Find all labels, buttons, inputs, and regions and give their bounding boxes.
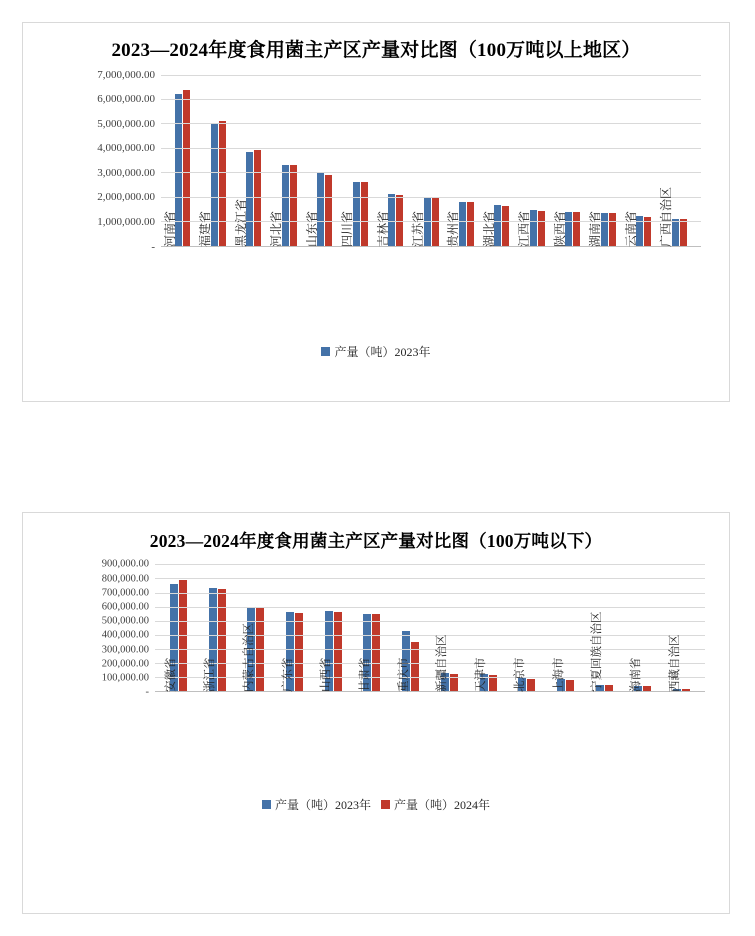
gridline	[155, 607, 705, 608]
category-tick	[385, 210, 426, 339]
legend-swatch	[381, 800, 390, 809]
bar	[643, 686, 651, 691]
legend-upper	[23, 343, 729, 360]
category-tick	[172, 210, 213, 339]
category-label: 北京市	[513, 657, 526, 693]
gridline	[155, 677, 705, 678]
category-label: 西藏自治区	[668, 634, 681, 693]
legend-label: 产量（吨）2023年	[274, 798, 371, 813]
category-label: 广西自治区	[659, 186, 674, 247]
category-tick	[369, 657, 410, 792]
category-tick	[492, 210, 532, 339]
category-tick	[314, 210, 355, 339]
y-axis-tick-label: 800,000.00	[101, 573, 149, 585]
chart-card-lower	[22, 512, 730, 914]
category-tick	[598, 210, 638, 339]
category-tick	[253, 657, 294, 792]
y-axis-tick-label: 400,000.00	[101, 629, 149, 641]
y-axis-upper	[51, 68, 159, 253]
y-axis-tick-label: 6,000,000.00	[97, 93, 155, 106]
y-axis-tick-label: 600,000.00	[101, 601, 149, 613]
category-label: 天津市	[475, 657, 488, 693]
category-tick	[563, 611, 604, 792]
category-tick	[243, 210, 284, 339]
bar	[538, 211, 545, 246]
y-axis-tick-label: 100,000.00	[101, 672, 149, 684]
category-label: 湖南省	[588, 210, 603, 247]
category-label: 海南省	[629, 657, 642, 693]
category-tick	[640, 634, 681, 792]
y-axis-tick-label: 1,000,000.00	[97, 215, 155, 228]
bar	[218, 589, 226, 691]
gridline	[161, 123, 701, 124]
category-label: 宁夏回族自治区	[591, 611, 604, 693]
category-label: 浙江省	[204, 657, 217, 693]
category-label: 福建省	[198, 210, 213, 247]
bar	[573, 212, 580, 245]
category-label: 四川省	[340, 210, 355, 247]
category-axis-upper	[133, 186, 674, 339]
category-label: 山东省	[304, 210, 319, 247]
gridline	[161, 148, 701, 149]
category-tick	[292, 657, 333, 792]
category-label: 吉林省	[375, 210, 390, 247]
category-label: 贵州省	[446, 210, 461, 247]
y-axis-tick-label: 7,000,000.00	[97, 68, 155, 81]
category-tick	[485, 657, 526, 792]
y-axis-tick-label: 700,000.00	[101, 587, 149, 599]
y-axis-tick-label: 300,000.00	[101, 644, 149, 656]
category-tick	[176, 657, 217, 792]
category-label: 山西省	[320, 657, 333, 693]
legend-swatch	[262, 800, 271, 809]
category-tick	[214, 623, 255, 792]
y-axis-tick-label: 2,000,000.00	[97, 191, 155, 204]
y-axis-tick-label: 200,000.00	[101, 658, 149, 670]
gridline	[155, 593, 705, 594]
legend-label: 产量（吨）2024年	[394, 798, 491, 813]
category-label: 安徽省	[165, 657, 178, 693]
bar	[566, 680, 574, 691]
category-tick	[350, 210, 390, 339]
category-tick	[208, 198, 248, 339]
category-tick	[279, 210, 319, 339]
gridline	[161, 99, 701, 100]
y-axis-tick-label: 3,000,000.00	[97, 166, 155, 179]
category-label: 陕西省	[552, 210, 567, 247]
bar	[502, 206, 509, 246]
legend-item[interactable]	[381, 796, 490, 813]
y-axis-tick-label: 5,000,000.00	[97, 117, 155, 130]
category-tick	[421, 210, 461, 339]
category-tick	[563, 210, 603, 339]
category-tick	[634, 186, 674, 339]
legend-lower	[23, 796, 729, 813]
category-label: 湖北省	[481, 210, 496, 247]
y-axis-tick-label: 500,000.00	[101, 615, 149, 627]
bar	[680, 219, 687, 246]
category-tick	[331, 657, 371, 792]
category-label: 云南省	[623, 210, 638, 247]
gridline	[161, 197, 701, 198]
gridline	[161, 75, 701, 76]
gridline	[155, 649, 705, 650]
category-tick	[524, 657, 565, 792]
category-label: 上海市	[552, 657, 565, 693]
gridline	[161, 172, 701, 173]
category-tick	[408, 634, 449, 792]
category-tick	[602, 657, 642, 792]
category-label: 甘肃省	[358, 657, 371, 693]
category-label: 广东省	[281, 657, 294, 693]
gridline	[155, 564, 705, 565]
bar	[219, 121, 226, 246]
category-axis-lower	[133, 611, 683, 792]
y-axis-tick-label: -	[151, 240, 155, 253]
category-tick	[137, 210, 177, 339]
bar	[609, 213, 616, 245]
legend-swatch	[321, 347, 330, 356]
legend-label: 产量（吨）2023年	[334, 344, 431, 359]
bar	[183, 90, 190, 245]
category-label: 河南省	[162, 210, 177, 247]
bar	[467, 202, 474, 246]
chart-title-upper: 2023—2024年度食用菌主产区产量对比图（100万吨以上地区）	[111, 40, 641, 61]
y-axis-tick-label: 900,000.00	[101, 558, 149, 570]
gridline	[155, 578, 705, 579]
grid-lower	[155, 564, 705, 692]
category-label: 内蒙古自治区	[242, 623, 255, 693]
category-label: 江西省	[517, 210, 532, 247]
plot-area-upper	[23, 68, 729, 360]
category-tick	[137, 657, 178, 792]
bar	[254, 150, 261, 245]
gridline	[155, 635, 705, 636]
bar	[325, 175, 332, 246]
bar	[334, 612, 342, 692]
plot-area-lower	[23, 558, 729, 813]
bar	[295, 613, 303, 691]
y-axis-tick-label: -	[145, 686, 149, 698]
chart-card-upper	[22, 22, 730, 402]
gridline	[155, 663, 705, 664]
category-label: 黑龙江省	[233, 198, 248, 247]
category-label: 河北省	[269, 210, 284, 247]
category-tick	[527, 210, 567, 339]
category-label: 重庆市	[397, 657, 410, 693]
category-label: 江苏省	[411, 210, 426, 247]
bar	[682, 689, 690, 692]
bar	[372, 614, 380, 691]
y-axis-tick-label: 4,000,000.00	[97, 142, 155, 155]
bar	[527, 679, 535, 692]
legend-item[interactable]	[321, 343, 430, 360]
bars-lower	[155, 564, 705, 691]
bar	[361, 182, 368, 246]
category-tick	[456, 210, 496, 339]
y-axis-lower	[45, 558, 153, 698]
plot-lower	[45, 558, 705, 698]
gridline	[155, 621, 705, 622]
category-label: 新疆自治区	[436, 634, 449, 693]
category-tick	[447, 657, 488, 792]
bar	[605, 685, 613, 691]
legend-item[interactable]	[262, 796, 371, 813]
chart-title-lower: 2023—2024年度食用菌主产区产量对比图（100万吨以下）	[149, 531, 603, 551]
bar	[290, 165, 297, 246]
